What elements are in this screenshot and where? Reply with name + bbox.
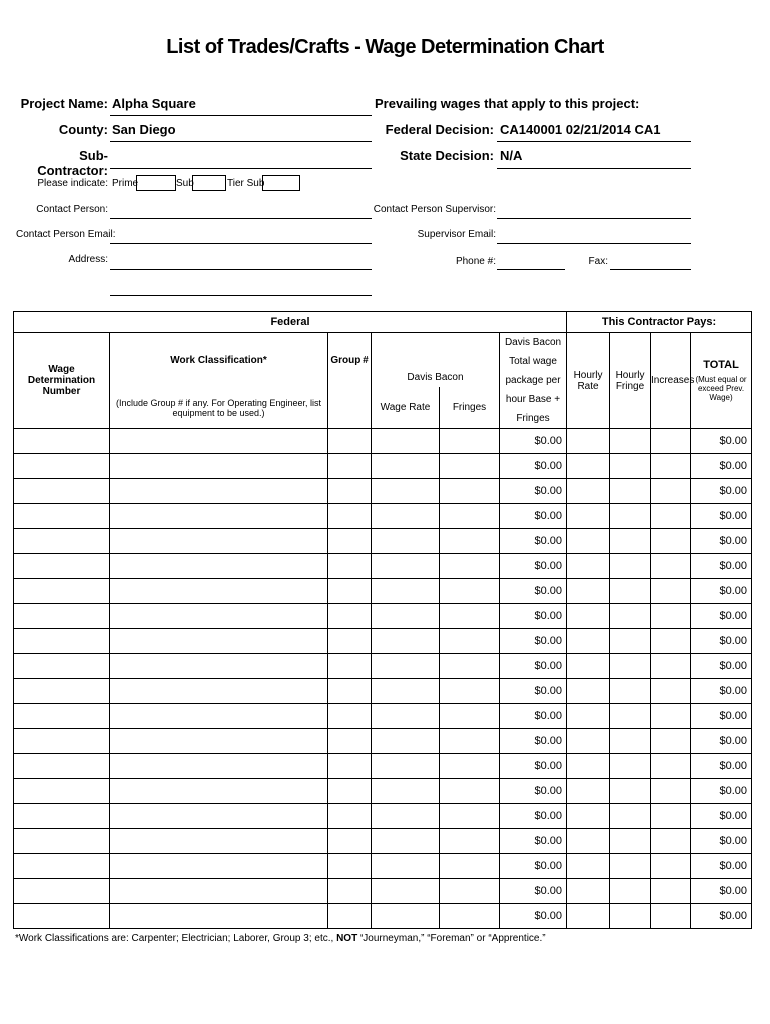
table-row — [14, 754, 752, 779]
hourly-fringe-cell[interactable] — [610, 504, 651, 529]
total-package-cell: $0.00 — [500, 579, 567, 604]
hourly-fringe-cell[interactable] — [610, 779, 651, 804]
wage-rate-cell — [372, 754, 440, 779]
group-cell[interactable] — [328, 554, 372, 579]
total-package-header: Davis Bacon Total wage package per hour Base + Fringes — [500, 333, 567, 429]
footer-not: NOT — [336, 933, 358, 944]
wage-det-cell[interactable] — [14, 604, 110, 629]
hourly-rate-cell[interactable] — [567, 429, 610, 454]
table-row — [14, 504, 752, 529]
supervisor-label: Contact Person Supervisor: — [373, 204, 496, 215]
fringes-cell — [440, 454, 500, 479]
federal-decision-value: CA140001 02/21/2014 CA1 — [500, 122, 661, 137]
group-cell[interactable] — [328, 754, 372, 779]
total-package-cell: $0.00 — [500, 904, 567, 929]
hourly-rate-cell[interactable] — [567, 704, 610, 729]
table-row — [14, 529, 752, 554]
group-cell[interactable] — [328, 654, 372, 679]
total-cell: $0.00 — [691, 629, 752, 654]
total-cell: $0.00 — [691, 604, 752, 629]
total-cell: $0.00 — [691, 904, 752, 929]
total-package-cell: $0.00 — [500, 854, 567, 879]
supervisor-email-field[interactable] — [497, 243, 691, 244]
wage-rate-cell — [372, 804, 440, 829]
wage-rate-cell — [372, 529, 440, 554]
group-cell[interactable] — [328, 454, 372, 479]
group-cell[interactable] — [328, 504, 372, 529]
group-cell[interactable] — [328, 729, 372, 754]
table-row — [14, 454, 752, 479]
total-cell: $0.00 — [691, 454, 752, 479]
increases-cell[interactable] — [651, 654, 691, 679]
total-package-cell: $0.00 — [500, 429, 567, 454]
wage-det-cell[interactable] — [14, 879, 110, 904]
hourly-fringe-header: Hourly Fringe — [610, 333, 651, 429]
hourly-fringe-cell[interactable] — [610, 529, 651, 554]
project-name-field[interactable] — [110, 115, 372, 116]
total-package-cell: $0.00 — [500, 704, 567, 729]
hourly-rate-cell[interactable] — [567, 779, 610, 804]
increases-cell[interactable] — [651, 754, 691, 779]
total-cell: $0.00 — [691, 654, 752, 679]
wage-table — [13, 311, 752, 929]
phone-field[interactable] — [497, 269, 565, 270]
group-cell[interactable] — [328, 704, 372, 729]
project-name-label: Project Name: — [20, 96, 108, 111]
wage-rate-cell — [372, 879, 440, 904]
table-row — [14, 779, 752, 804]
wage-det-cell[interactable] — [14, 804, 110, 829]
work-class-cell[interactable] — [110, 429, 328, 454]
total-header — [691, 333, 752, 429]
wage-rate-cell — [372, 854, 440, 879]
work-class-cell[interactable] — [110, 604, 328, 629]
hourly-fringe-cell[interactable] — [610, 829, 651, 854]
fringes-cell — [440, 779, 500, 804]
wage-det-cell[interactable] — [14, 729, 110, 754]
hourly-rate-cell[interactable] — [567, 504, 610, 529]
total-package-cell: $0.00 — [500, 779, 567, 804]
fringes-cell — [440, 879, 500, 904]
increases-cell[interactable] — [651, 829, 691, 854]
wage-rate-cell — [372, 779, 440, 804]
hourly-rate-cell[interactable] — [567, 679, 610, 704]
increases-cell[interactable] — [651, 804, 691, 829]
work-class-cell[interactable] — [110, 804, 328, 829]
total-cell: $0.00 — [691, 754, 752, 779]
total-package-cell: $0.00 — [500, 804, 567, 829]
fringes-cell — [440, 729, 500, 754]
fringes-cell — [440, 529, 500, 554]
total-package-cell: $0.00 — [500, 729, 567, 754]
group-cell[interactable] — [328, 604, 372, 629]
increases-cell[interactable] — [651, 529, 691, 554]
hourly-fringe-cell[interactable] — [610, 654, 651, 679]
wage-det-cell[interactable] — [14, 504, 110, 529]
fringes-cell — [440, 629, 500, 654]
group-cell[interactable] — [328, 904, 372, 929]
hourly-fringe-cell[interactable] — [610, 604, 651, 629]
group-header-blank — [328, 387, 372, 428]
wage-rate-cell — [372, 904, 440, 929]
increases-cell[interactable] — [651, 454, 691, 479]
work-class-cell[interactable] — [110, 904, 328, 929]
group-cell[interactable] — [328, 429, 372, 454]
total-cell: $0.00 — [691, 579, 752, 604]
wage-det-cell[interactable] — [14, 654, 110, 679]
total-cell: $0.00 — [691, 704, 752, 729]
increases-header: Increases — [651, 333, 691, 429]
total-package-cell: $0.00 — [500, 679, 567, 704]
total-cell: $0.00 — [691, 479, 752, 504]
state-decision-label: State Decision: — [400, 148, 494, 163]
subcontractor-field[interactable] — [110, 168, 372, 169]
hourly-rate-cell[interactable] — [567, 554, 610, 579]
hourly-rate-cell[interactable] — [567, 729, 610, 754]
phone-label: Phone #: — [455, 256, 496, 267]
total-package-cell: $0.00 — [500, 879, 567, 904]
address-label: Address: — [68, 254, 108, 265]
total-cell: $0.00 — [691, 554, 752, 579]
fringes-cell — [440, 854, 500, 879]
fringes-cell — [440, 804, 500, 829]
total-package-cell: $0.00 — [500, 454, 567, 479]
wage-rate-cell — [372, 729, 440, 754]
hourly-rate-cell[interactable] — [567, 879, 610, 904]
fringes-cell — [440, 604, 500, 629]
hourly-rate-cell[interactable] — [567, 904, 610, 929]
table-row — [14, 629, 752, 654]
sub-label: Sub — [176, 178, 194, 189]
hourly-rate-cell[interactable] — [567, 579, 610, 604]
wage-det-cell[interactable] — [14, 579, 110, 604]
county-field[interactable] — [110, 141, 372, 142]
wage-determination-number-header: Wage Determination Number — [14, 333, 110, 429]
indicate-label: Please indicate: — [37, 178, 108, 189]
table-row — [14, 904, 752, 929]
work-classification-header: Work Classification* — [110, 333, 328, 388]
contact-person-label: Contact Person: — [36, 204, 108, 215]
total-package-cell: $0.00 — [500, 604, 567, 629]
increases-cell[interactable] — [651, 504, 691, 529]
table-row — [14, 729, 752, 754]
total-package-cell: $0.00 — [500, 754, 567, 779]
tier-sub-checkbox[interactable] — [262, 175, 300, 191]
fringes-cell — [440, 679, 500, 704]
total-label: TOTAL — [703, 359, 739, 371]
group-cell[interactable] — [328, 804, 372, 829]
wage-det-cell[interactable] — [14, 529, 110, 554]
fringes-cell — [440, 654, 500, 679]
supervisor-field[interactable] — [497, 218, 691, 219]
wage-det-cell[interactable] — [14, 704, 110, 729]
increases-cell[interactable] — [651, 779, 691, 804]
subcontractor-label: Sub-Contractor: — [37, 148, 108, 178]
wage-rate-cell — [372, 454, 440, 479]
increases-cell[interactable] — [651, 554, 691, 579]
increases-cell[interactable] — [651, 704, 691, 729]
work-class-cell[interactable] — [110, 854, 328, 879]
wage-rate-cell — [372, 679, 440, 704]
total-package-cell: $0.00 — [500, 554, 567, 579]
prime-checkbox[interactable] — [136, 175, 176, 191]
table-row — [14, 854, 752, 879]
fringes-cell — [440, 504, 500, 529]
hourly-rate-cell[interactable] — [567, 804, 610, 829]
table-row — [14, 479, 752, 504]
wage-det-cell[interactable] — [14, 479, 110, 504]
work-class-cell[interactable] — [110, 504, 328, 529]
group-cell[interactable] — [328, 779, 372, 804]
federal-header: Federal — [14, 312, 567, 333]
address-field-1[interactable] — [110, 269, 372, 270]
increases-cell[interactable] — [651, 479, 691, 504]
contact-email-label: Contact Person Email: — [16, 229, 116, 240]
table-row — [14, 679, 752, 704]
hourly-fringe-cell[interactable] — [610, 729, 651, 754]
state-decision-value: N/A — [500, 148, 523, 163]
wage-det-cell[interactable] — [14, 854, 110, 879]
increases-cell[interactable] — [651, 429, 691, 454]
hourly-fringe-cell[interactable] — [610, 704, 651, 729]
table-row — [14, 829, 752, 854]
table-row — [14, 429, 752, 454]
wage-det-cell[interactable] — [14, 679, 110, 704]
address-field-2[interactable] — [110, 295, 372, 296]
prime-label: Prime — [112, 178, 139, 189]
increases-cell[interactable] — [651, 879, 691, 904]
total-cell: $0.00 — [691, 829, 752, 854]
work-class-cell[interactable] — [110, 554, 328, 579]
work-class-cell[interactable] — [110, 729, 328, 754]
fringes-cell — [440, 829, 500, 854]
work-class-cell[interactable] — [110, 654, 328, 679]
hourly-fringe-cell[interactable] — [610, 804, 651, 829]
table-row — [14, 654, 752, 679]
total-cell: $0.00 — [691, 429, 752, 454]
group-cell[interactable] — [328, 479, 372, 504]
table-row — [14, 704, 752, 729]
table-row — [14, 554, 752, 579]
wage-rate-cell — [372, 429, 440, 454]
table-row — [14, 604, 752, 629]
fringes-cell — [440, 479, 500, 504]
hourly-fringe-cell[interactable] — [610, 679, 651, 704]
total-package-cell: $0.00 — [500, 479, 567, 504]
total-package-cell: $0.00 — [500, 654, 567, 679]
wage-rate-cell — [372, 579, 440, 604]
total-package-cell: $0.00 — [500, 629, 567, 654]
wage-rate-header: Wage Rate — [372, 387, 440, 428]
wage-rate-cell — [372, 704, 440, 729]
wage-det-cell[interactable] — [14, 779, 110, 804]
hourly-fringe-cell[interactable] — [610, 454, 651, 479]
hourly-rate-cell[interactable] — [567, 629, 610, 654]
total-note: (Must equal or exceed Prev. Wage) — [695, 375, 747, 402]
wage-det-cell[interactable] — [14, 454, 110, 479]
increases-cell[interactable] — [651, 854, 691, 879]
wage-det-cell[interactable] — [14, 904, 110, 929]
wage-rate-cell — [372, 479, 440, 504]
fringes-header: Fringes — [440, 387, 500, 428]
work-classification-note: (Include Group # if any. For Operating Engineer, list equipment to be used.) — [110, 387, 328, 428]
hourly-fringe-cell[interactable] — [610, 629, 651, 654]
work-class-cell[interactable] — [110, 779, 328, 804]
table-row — [14, 579, 752, 604]
work-class-cell[interactable] — [110, 829, 328, 854]
footer-prefix: *Work Classifications are: Carpenter; Electrician; Laborer, Group 3; etc., — [15, 933, 337, 944]
wage-rate-cell — [372, 554, 440, 579]
hourly-rate-header: Hourly Rate — [567, 333, 610, 429]
work-class-cell[interactable] — [110, 754, 328, 779]
wage-rate-cell — [372, 629, 440, 654]
total-cell: $0.00 — [691, 504, 752, 529]
hourly-rate-cell[interactable] — [567, 829, 610, 854]
hourly-rate-cell[interactable] — [567, 604, 610, 629]
group-header: Group # — [328, 333, 372, 388]
total-package-cell: $0.00 — [500, 529, 567, 554]
footer-suffix: “Journeyman,” “Foreman” or “Apprentice.” — [357, 933, 546, 944]
fax-field[interactable] — [610, 269, 691, 270]
total-cell: $0.00 — [691, 529, 752, 554]
project-name-value: Alpha Square — [112, 96, 196, 111]
state-decision-field[interactable] — [497, 168, 691, 169]
work-class-cell[interactable] — [110, 479, 328, 504]
fringes-cell — [440, 554, 500, 579]
group-cell[interactable] — [328, 879, 372, 904]
contact-person-field[interactable] — [110, 218, 372, 219]
work-class-cell[interactable] — [110, 879, 328, 904]
work-class-cell[interactable] — [110, 679, 328, 704]
total-package-cell: $0.00 — [500, 829, 567, 854]
hourly-fringe-cell[interactable] — [610, 754, 651, 779]
increases-cell[interactable] — [651, 604, 691, 629]
wage-rate-cell — [372, 504, 440, 529]
fringes-cell — [440, 704, 500, 729]
work-class-cell[interactable] — [110, 529, 328, 554]
hourly-rate-cell[interactable] — [567, 454, 610, 479]
increases-cell[interactable] — [651, 679, 691, 704]
hourly-fringe-cell[interactable] — [610, 554, 651, 579]
hourly-fringe-cell[interactable] — [610, 879, 651, 904]
group-cell[interactable] — [328, 579, 372, 604]
increases-cell[interactable] — [651, 579, 691, 604]
wage-rate-cell — [372, 604, 440, 629]
wage-det-cell[interactable] — [14, 429, 110, 454]
wage-det-cell[interactable] — [14, 754, 110, 779]
hourly-rate-cell[interactable] — [567, 654, 610, 679]
table-row — [14, 879, 752, 904]
total-cell: $0.00 — [691, 854, 752, 879]
wage-det-cell[interactable] — [14, 554, 110, 579]
page-title: List of Trades/Crafts - Wage Determination Chart — [166, 36, 604, 58]
fax-label: Fax: — [588, 256, 608, 267]
total-cell: $0.00 — [691, 779, 752, 804]
group-cell[interactable] — [328, 529, 372, 554]
hourly-fringe-cell[interactable] — [610, 904, 651, 929]
group-cell[interactable] — [328, 854, 372, 879]
total-cell: $0.00 — [691, 679, 752, 704]
contact-email-field[interactable] — [110, 243, 372, 244]
total-cell: $0.00 — [691, 729, 752, 754]
work-class-cell[interactable] — [110, 454, 328, 479]
contractor-header: This Contractor Pays: — [567, 312, 752, 333]
group-cell[interactable] — [328, 829, 372, 854]
hourly-rate-cell[interactable] — [567, 479, 610, 504]
group-cell[interactable] — [328, 629, 372, 654]
total-cell: $0.00 — [691, 804, 752, 829]
work-class-cell[interactable] — [110, 704, 328, 729]
prevailing-heading: Prevailing wages that apply to this project: — [375, 96, 640, 111]
increases-cell[interactable] — [651, 629, 691, 654]
fringes-cell — [440, 904, 500, 929]
county-value: San Diego — [112, 122, 176, 137]
total-package-cell: $0.00 — [500, 504, 567, 529]
table-row — [14, 804, 752, 829]
wage-rate-cell — [372, 829, 440, 854]
fringes-cell — [440, 429, 500, 454]
federal-decision-label: Federal Decision: — [385, 122, 494, 137]
work-class-cell[interactable] — [110, 579, 328, 604]
hourly-rate-cell[interactable] — [567, 529, 610, 554]
group-cell[interactable] — [328, 679, 372, 704]
increases-cell[interactable] — [651, 729, 691, 754]
footer-note — [15, 933, 546, 944]
fringes-cell — [440, 579, 500, 604]
hourly-fringe-cell[interactable] — [610, 479, 651, 504]
county-label: County: — [58, 122, 108, 137]
wage-det-cell[interactable] — [14, 829, 110, 854]
wage-det-cell[interactable] — [14, 629, 110, 654]
total-cell: $0.00 — [691, 879, 752, 904]
hourly-rate-cell[interactable] — [567, 754, 610, 779]
hourly-fringe-cell[interactable] — [610, 579, 651, 604]
fringes-cell — [440, 754, 500, 779]
hourly-rate-cell[interactable] — [567, 854, 610, 879]
sub-checkbox[interactable] — [192, 175, 226, 191]
supervisor-email-label: Supervisor Email: — [417, 229, 496, 240]
work-class-cell[interactable] — [110, 629, 328, 654]
tier-sub-label: Tier Sub — [227, 178, 265, 189]
wage-rate-cell — [372, 654, 440, 679]
federal-decision-field[interactable] — [497, 141, 691, 142]
hourly-fringe-cell[interactable] — [610, 429, 651, 454]
hourly-fringe-cell[interactable] — [610, 854, 651, 879]
davis-bacon-header: Davis Bacon — [372, 333, 500, 388]
increases-cell[interactable] — [651, 904, 691, 929]
